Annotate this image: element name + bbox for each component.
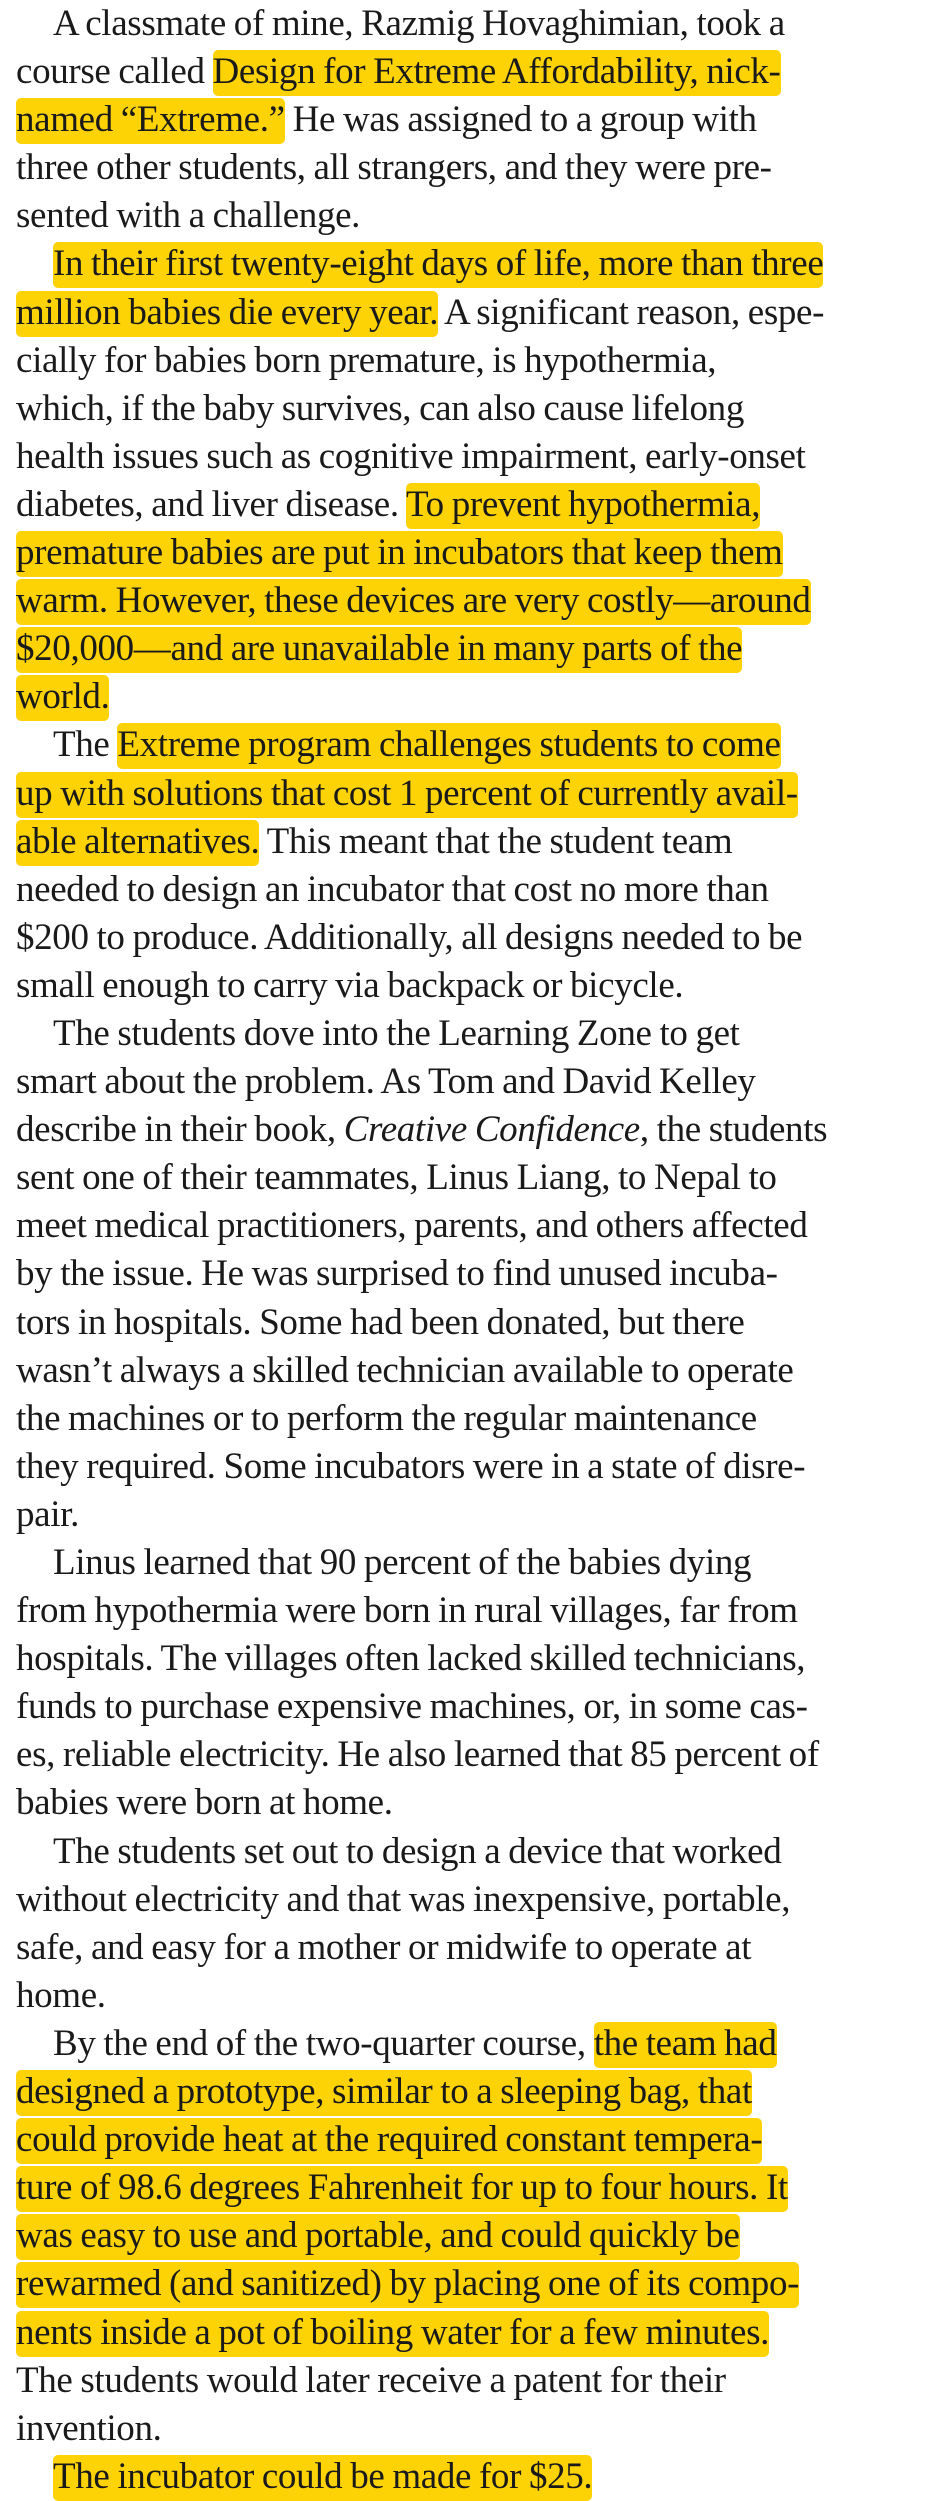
body-text: tors in hospitals. Some had been donated, but there — [16, 1301, 745, 1343]
body-text: three other students, all strangers, and they were pre- — [16, 147, 772, 189]
text-line — [16, 914, 934, 962]
text-line — [16, 1539, 934, 1587]
text-line — [16, 1779, 934, 1827]
highlighted-text[interactable]: was easy to use and portable, and could quickly be — [16, 2214, 740, 2260]
highlighted-text[interactable]: designed a prototype, similar to a sleeping bag, that — [16, 2070, 752, 2116]
body-text: sent one of their teammates, Linus Liang, to Nepal to — [16, 1157, 777, 1199]
body-text: $200 to produce. Additionally, all designs needed to be — [16, 916, 803, 958]
body-text: from hypothermia were born in rural villages, far from — [16, 1590, 798, 1632]
text-line — [16, 962, 934, 1010]
text-line — [16, 866, 934, 914]
text-line — [16, 1154, 934, 1202]
text-line — [16, 385, 934, 433]
body-text: which, if the baby survives, can also cause lifelong — [16, 387, 744, 429]
text-line — [16, 1491, 934, 1539]
highlighted-text[interactable]: the team had — [594, 2022, 777, 2068]
highlighted-text[interactable]: named “Extreme.” — [16, 98, 285, 144]
highlighted-text[interactable]: world. — [16, 675, 109, 721]
highlighted-text[interactable]: million babies die every year. — [16, 291, 438, 337]
body-text: course called — [16, 51, 213, 93]
text-line — [16, 1347, 934, 1395]
body-text: small enough to carry via backpack or bicycle. — [16, 964, 684, 1006]
text-line — [16, 577, 934, 625]
body-text: The — [53, 724, 118, 766]
text-line — [16, 1828, 934, 1876]
text-line — [16, 192, 934, 240]
text-line — [16, 1924, 934, 1972]
paragraph — [16, 1828, 934, 2020]
body-text: safe, and easy for a mother or midwife to operate at — [16, 1926, 752, 1968]
text-line — [16, 96, 934, 144]
highlighted-text[interactable]: nents inside a pot of boiling water for a few minutes. — [16, 2311, 769, 2357]
text-line — [16, 721, 934, 769]
text-line — [16, 1058, 934, 1106]
highlighted-text[interactable]: ture of 98.6 degrees Fahrenheit for up to four hours. It — [16, 2166, 788, 2212]
text-line — [16, 1202, 934, 1250]
text-line — [16, 1299, 934, 1347]
text-line — [16, 770, 934, 818]
text-line — [16, 1106, 934, 1154]
text-line — [16, 144, 934, 192]
text-line — [16, 818, 934, 866]
body-text: funds to purchase expensive machines, or, in some cas- — [16, 1686, 808, 1728]
text-line — [16, 673, 934, 721]
body-text: By the end of the two-quarter course, — [53, 2022, 594, 2064]
paragraph — [16, 1539, 934, 1828]
text-line — [16, 1443, 934, 1491]
paragraph — [16, 2453, 934, 2501]
body-text: A significant reason, espe- — [438, 291, 825, 333]
text-line — [16, 1731, 934, 1779]
body-text: The students set out to design a device that worked — [53, 1830, 782, 1872]
text-line — [16, 1587, 934, 1635]
text-line — [16, 1876, 934, 1924]
highlighted-text[interactable]: warm. However, these devices are very costly—around — [16, 579, 811, 625]
body-text: , the students — [639, 1109, 828, 1151]
highlighted-text[interactable]: premature babies are put in incubators that keep them — [16, 531, 783, 577]
body-text: pair. — [16, 1493, 79, 1535]
paragraph — [16, 0, 934, 240]
body-text: smart about the problem. As Tom and David Kelley — [16, 1061, 756, 1103]
body-text: sented with a challenge. — [16, 195, 361, 237]
text-line — [16, 289, 934, 337]
text-line — [16, 2357, 934, 2405]
body-text: diabetes, and liver disease. — [16, 483, 406, 525]
body-text: The students would later receive a patent for their — [16, 2359, 726, 2401]
body-text: health issues such as cognitive impairment, early-onset — [16, 435, 806, 477]
text-line — [16, 2405, 934, 2453]
text-line — [16, 1395, 934, 1443]
highlighted-text[interactable]: Extreme program challenges students to come — [117, 723, 780, 769]
paragraph — [16, 2020, 934, 2453]
text-line — [16, 2164, 934, 2212]
text-line — [16, 1683, 934, 1731]
highlighted-text[interactable]: To prevent hypothermia, — [406, 483, 760, 529]
text-line — [16, 481, 934, 529]
text-line — [16, 2116, 934, 2164]
text-line — [16, 2309, 934, 2357]
highlighted-text[interactable]: rewarmed (and sanitized) by placing one of its compo- — [16, 2262, 799, 2308]
highlighted-text[interactable]: $20,000—and are unavailable in many parts of the — [16, 627, 742, 673]
text-line — [16, 1010, 934, 1058]
text-line — [16, 625, 934, 673]
body-text: cially for babies born premature, is hypothermia, — [16, 339, 717, 381]
paragraph — [16, 721, 934, 1010]
italic-title: Creative Confidence — [343, 1109, 640, 1151]
body-text: This meant that the student team — [259, 820, 733, 862]
body-text: Linus learned that 90 percent of the babies dying — [53, 1542, 752, 1583]
text-line — [16, 2453, 934, 2501]
body-text: es, reliable electricity. He also learned that 85 percent of — [16, 1734, 819, 1776]
highlighted-text[interactable]: able alternatives. — [16, 820, 259, 866]
body-text: hospitals. The villages often lacked skilled technicians, — [16, 1638, 806, 1680]
text-line — [16, 2260, 934, 2308]
body-text: the machines or to perform the regular maintenance — [16, 1397, 757, 1439]
paragraph — [16, 1010, 934, 1539]
text-line — [16, 240, 934, 288]
body-text: invention. — [16, 2407, 162, 2449]
body-text: without electricity and that was inexpensive, portable, — [16, 1878, 791, 1920]
text-line — [16, 2020, 934, 2068]
text-line — [16, 433, 934, 481]
body-text: The students dove into the Learning Zone to get — [53, 1012, 740, 1054]
body-text: meet medical practitioners, parents, and others affected — [16, 1205, 808, 1247]
highlighted-text[interactable]: up with solutions that cost 1 percent of currently avail- — [16, 772, 798, 818]
text-line — [16, 529, 934, 577]
text-line — [16, 337, 934, 385]
text-line — [16, 1250, 934, 1298]
body-text: A classmate of mine, Razmig Hovaghimian, took a — [53, 3, 785, 44]
highlighted-text[interactable]: could provide heat at the required constant tempera- — [16, 2118, 762, 2164]
body-text: babies were born at home. — [16, 1782, 393, 1824]
body-text: by the issue. He was surprised to find unused incuba- — [16, 1253, 778, 1295]
text-line — [16, 0, 934, 48]
body-text: wasn’t always a skilled technician available to operate — [16, 1349, 794, 1391]
highlighted-text[interactable]: In their first twenty-eight days of life, more than three — [53, 242, 823, 288]
body-text: home. — [16, 1974, 106, 2016]
paragraph — [16, 240, 934, 721]
body-text: describe in their book, — [16, 1109, 344, 1151]
highlighted-text[interactable]: The incubator could be made for $25. — [53, 2455, 592, 2501]
body-text: He was assigned to a group with — [284, 99, 757, 141]
text-line — [16, 1635, 934, 1683]
text-line — [16, 2068, 934, 2116]
body-text: needed to design an incubator that cost no more than — [16, 868, 769, 910]
text-line — [16, 1972, 934, 2020]
text-line — [16, 2212, 934, 2260]
body-text: they required. Some incubators were in a state of disre- — [16, 1445, 806, 1487]
highlighted-text[interactable]: Design for Extreme Affordability, nick- — [213, 50, 781, 96]
text-line — [16, 48, 934, 96]
